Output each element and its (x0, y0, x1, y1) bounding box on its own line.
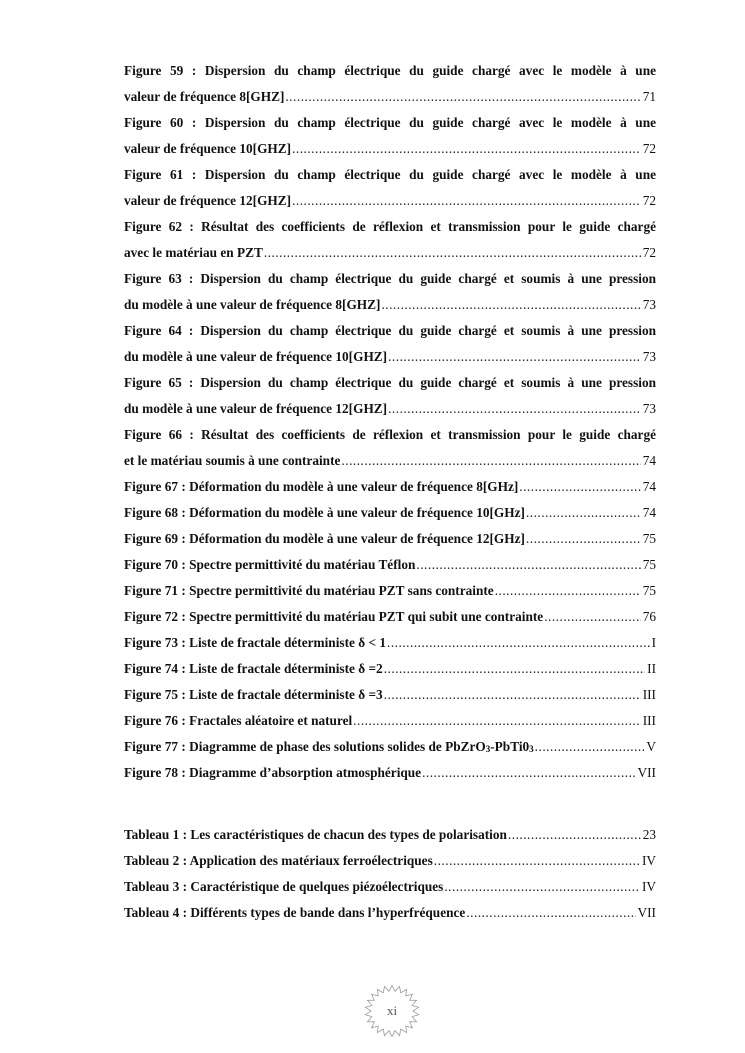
dot-leader (495, 578, 641, 604)
figure-page-number: 75 (642, 583, 656, 598)
figure-entry[interactable] (124, 552, 656, 578)
figure-leader-line (124, 708, 656, 734)
dot-leader (422, 760, 635, 786)
figure-entry[interactable] (124, 162, 656, 214)
figure-title-line: Figure 75 : Liste de fractale déterministe δ =3 (124, 687, 383, 702)
figure-title-line: Figure 73 : Liste de fractale déterministe δ < 1 (124, 635, 387, 650)
figure-leader-line (124, 630, 656, 656)
figure-leader-line (124, 344, 656, 370)
figure-leader-line (124, 84, 656, 110)
table-of-figures (124, 58, 656, 926)
table-page-number: IV (641, 879, 656, 894)
figure-page-number: III (642, 687, 656, 702)
figure-leader-line (124, 656, 656, 682)
figure-page-number: I (651, 635, 656, 650)
figure-entry[interactable] (124, 318, 656, 370)
table-entry[interactable] (124, 848, 656, 874)
figure-entry[interactable] (124, 110, 656, 162)
figure-page-number: 73 (642, 349, 656, 364)
figure-leader-line (124, 734, 656, 760)
figure-title-line: Figure 60 : Dispersion du champ électrique du guide chargé avec le modèle à une (124, 115, 656, 130)
figure-title-line: du modèle à une valeur de fréquence 10[GHZ] (124, 349, 388, 364)
figure-page-number: V (646, 739, 656, 754)
figure-entry[interactable] (124, 500, 656, 526)
figure-entry[interactable] (124, 604, 656, 630)
figure-title-line: valeur de fréquence 10[GHZ] (124, 141, 292, 156)
figure-title-line: valeur de fréquence 8[GHZ] (124, 89, 285, 104)
figure-title-line: Figure 64 : Dispersion du champ électrique du guide chargé et soumis à une pression (124, 323, 656, 338)
figure-page-number: 75 (642, 531, 656, 546)
figure-page-number: 72 (642, 245, 656, 260)
figure-entry[interactable] (124, 708, 656, 734)
figure-entry[interactable] (124, 630, 656, 656)
figure-page-number: III (642, 713, 656, 728)
table-entry[interactable] (124, 874, 656, 900)
figure-leader-line (124, 604, 656, 630)
figure-entry[interactable] (124, 578, 656, 604)
section-spacer (124, 786, 656, 822)
figure-title-line: Figure 70 : Spectre permittivité du matériau Téflon (124, 557, 416, 572)
figure-page-number: 76 (642, 609, 656, 624)
dot-leader (292, 188, 641, 214)
dot-leader (526, 500, 641, 526)
figure-page-number: 74 (642, 453, 656, 468)
figure-title-line: Figure 62 : Résultat des coefficients de réflexion et transmission pour le guide chargé (124, 219, 656, 234)
dot-leader (387, 630, 650, 656)
table-title-line: Tableau 2 : Application des matériaux ferroélectriques (124, 853, 433, 868)
dot-leader (388, 396, 641, 422)
figure-title-line: et le matériau soumis à une contrainte (124, 453, 341, 468)
dot-leader (416, 552, 640, 578)
figure-page-number: 71 (642, 89, 656, 104)
figure-entry[interactable] (124, 266, 656, 318)
table-leader-line (124, 874, 656, 900)
figure-page-number: 74 (642, 505, 656, 520)
figure-title-line: Figure 76 : Fractales aléatoire et naturel (124, 713, 353, 728)
figure-leader-line (124, 526, 656, 552)
figure-title-line: Figure 59 : Dispersion du champ électrique du guide chargé avec le modèle à une (124, 63, 656, 78)
dot-leader (466, 900, 635, 926)
figure-title-line: Figure 77 : Diagramme de phase des solutions solides de $PbZrO_3-PbTi0_3$ (124, 739, 534, 754)
figure-entry[interactable] (124, 58, 656, 110)
figure-leader-line (124, 136, 656, 162)
figure-entry[interactable] (124, 526, 656, 552)
dot-leader (292, 136, 641, 162)
figure-leader-line (124, 292, 656, 318)
figure-entry[interactable] (124, 474, 656, 500)
table-list (124, 822, 656, 926)
dot-leader (264, 240, 641, 266)
dot-leader (526, 526, 641, 552)
dot-leader (444, 874, 640, 900)
figure-leader-line (124, 760, 656, 786)
figure-leader-line (124, 682, 656, 708)
table-entry[interactable] (124, 822, 656, 848)
figure-leader-line (124, 240, 656, 266)
figure-title-line: du modèle à une valeur de fréquence 12[GHZ] (124, 401, 388, 416)
figure-entry[interactable] (124, 734, 656, 760)
figure-leader-line (124, 188, 656, 214)
figure-page-number: 72 (642, 193, 656, 208)
figure-page-number: II (647, 661, 656, 676)
figure-entry[interactable] (124, 370, 656, 422)
dot-leader (381, 292, 640, 318)
figure-page-number: 72 (642, 141, 656, 156)
dot-leader (388, 344, 641, 370)
figure-title-line: Figure 78 : Diagramme d’absorption atmosphérique (124, 765, 422, 780)
figure-title-line: Figure 61 : Dispersion du champ électrique du guide chargé avec le modèle à une (124, 167, 656, 182)
dot-leader (384, 656, 645, 682)
figure-leader-line (124, 448, 656, 474)
dot-leader (434, 848, 640, 874)
dot-leader (519, 474, 640, 500)
dot-leader (384, 682, 641, 708)
figure-page-number: 74 (642, 479, 656, 494)
figure-leader-line (124, 474, 656, 500)
table-leader-line (124, 848, 656, 874)
figure-entry[interactable] (124, 214, 656, 266)
figure-page-number: 73 (642, 297, 656, 312)
table-leader-line (124, 900, 656, 926)
figure-title-line: du modèle à une valeur de fréquence 8[GHZ] (124, 297, 381, 312)
table-page-number: IV (641, 853, 656, 868)
figure-title-line: valeur de fréquence 12[GHZ] (124, 193, 292, 208)
dot-leader (508, 822, 641, 848)
table-title-line: Tableau 4 : Différents types de bande dans l’hyperfréquence (124, 905, 466, 920)
figure-page-number: 73 (642, 401, 656, 416)
figure-page-number: VII (637, 765, 656, 780)
figure-title-line: Figure 63 : Dispersion du champ électrique du guide chargé et soumis à une pression (124, 271, 656, 286)
figure-leader-line (124, 500, 656, 526)
table-entry[interactable] (124, 900, 656, 926)
figure-title-line: Figure 71 : Spectre permittivité du matériau PZT sans contrainte (124, 583, 494, 598)
figure-entry[interactable] (124, 682, 656, 708)
figure-entry[interactable] (124, 656, 656, 682)
figure-leader-line (124, 552, 656, 578)
figure-title-line: Figure 66 : Résultat des coefficients de réflexion et transmission pour le guide chargé (124, 427, 656, 442)
table-title-line: Tableau 1 : Les caractéristiques de chacun des types de polarisation (124, 827, 507, 842)
page-number-badge (358, 982, 426, 1040)
dot-leader (341, 448, 640, 474)
figure-entry[interactable] (124, 422, 656, 474)
table-title-line: Tableau 3 : Caractéristique de quelques piézoélectriques (124, 879, 444, 894)
dot-leader (544, 604, 641, 630)
table-page-number: VII (637, 905, 656, 920)
figure-title-line: Figure 65 : Dispersion du champ électrique du guide chargé et soumis à une pression (124, 375, 656, 390)
figure-page-number: 75 (642, 557, 656, 572)
dot-leader (353, 708, 641, 734)
dot-leader (285, 84, 640, 110)
figure-title-line: avec le matériau en PZT (124, 245, 263, 260)
figure-title-line: Figure 68 : Déformation du modèle à une valeur de fréquence 10[GHz] (124, 505, 525, 520)
figure-title-line: Figure 72 : Spectre permittivité du matériau PZT qui subit une contrainte (124, 609, 544, 624)
figure-list (124, 58, 656, 786)
figure-entry[interactable] (124, 760, 656, 786)
dot-leader (535, 734, 645, 760)
figure-leader-line (124, 396, 656, 422)
figure-leader-line (124, 578, 656, 604)
table-leader-line (124, 822, 656, 848)
figure-title-line: Figure 69 : Déformation du modèle à une valeur de fréquence 12[GHz] (124, 531, 525, 546)
figure-title-line: Figure 74 : Liste de fractale déterministe δ =2 (124, 661, 383, 676)
table-page-number: 23 (642, 827, 656, 842)
page-number: xi (386, 1003, 398, 1018)
figure-title-line: Figure 67 : Déformation du modèle à une valeur de fréquence 8[GHz] (124, 479, 519, 494)
